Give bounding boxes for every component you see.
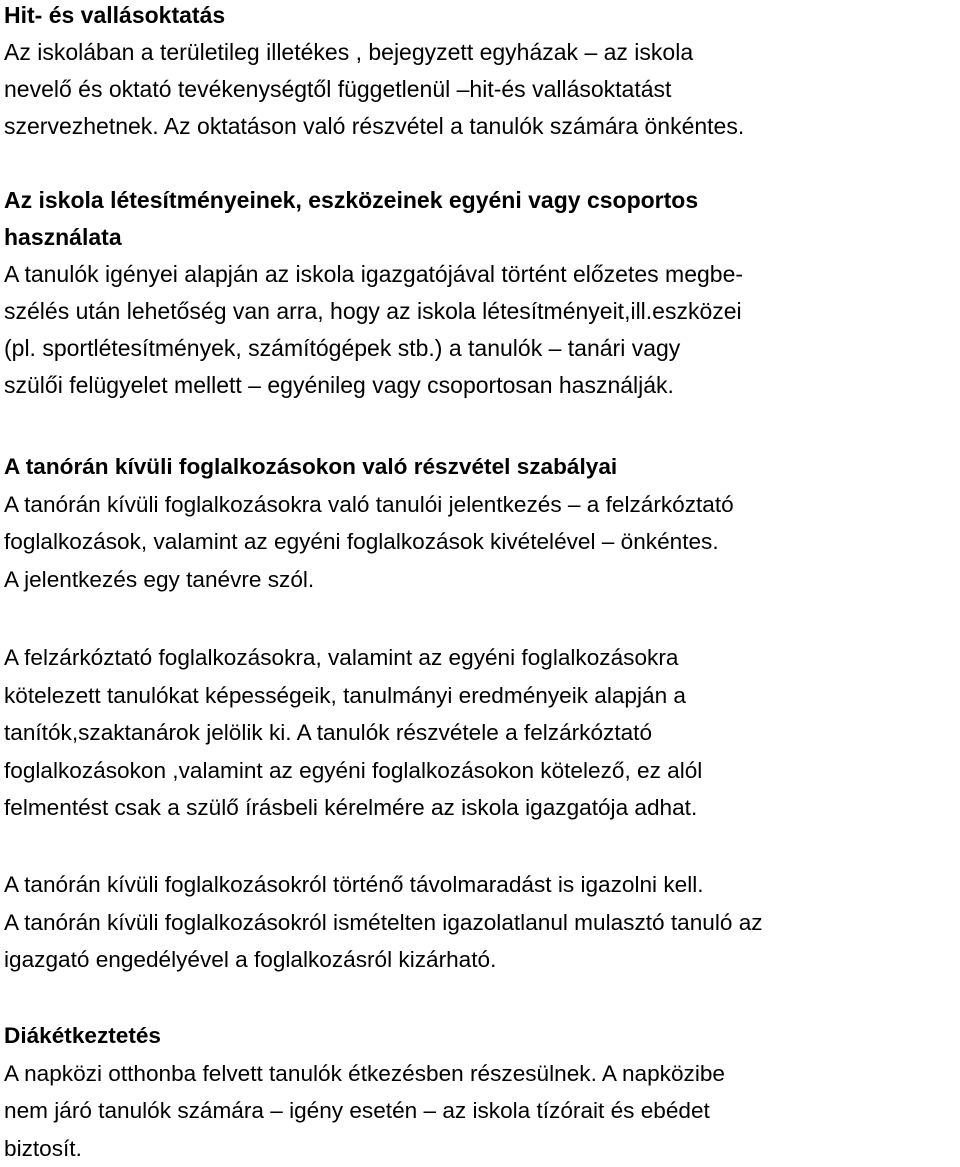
paragraph-line: igazgató engedélyével a foglalkozásról kizárható. xyxy=(4,941,763,979)
section-religious-education xyxy=(4,0,744,145)
section-absence-rules xyxy=(4,866,763,979)
paragraph-line: tanítók,szaktanárok jelölik ki. A tanulók részvétele a felzárkóztató xyxy=(4,714,702,752)
paragraph-line: biztosít. xyxy=(4,1130,725,1167)
paragraph-line: A tanórán kívüli foglalkozásokra való tanulói jelentkezés – a felzárkóztató xyxy=(4,486,734,524)
paragraph-line: A tanulók igényei alapján az iskola igazgatójával történt előzetes megbe- xyxy=(4,256,743,293)
paragraph-line: A felzárkóztató foglalkozásokra, valamint az egyéni foglalkozásokra xyxy=(4,639,702,677)
section-heading: Hit- és vallásoktatás xyxy=(4,0,744,34)
paragraph-line: A tanórán kívüli foglalkozásokról ismételten igazolatlanul mulasztó tanuló az xyxy=(4,904,763,942)
section-heading: használata xyxy=(4,219,743,256)
paragraph-line: nevelő és oktató tevékenységtől függetlenül –hit-és vallásoktatást xyxy=(4,71,744,108)
paragraph-line: szélés után lehetőség van arra, hogy az iskola létesítményeit,ill.eszközei xyxy=(4,293,743,330)
paragraph-line: felmentést csak a szülő írásbeli kérelmére az iskola igazgatója adhat. xyxy=(4,789,702,827)
section-remedial-sessions xyxy=(4,639,702,827)
paragraph-line: kötelezett tanulókat képességeik, tanulmányi eredményeik alapján a xyxy=(4,677,702,715)
paragraph-line: A jelentkezés egy tanévre szól. xyxy=(4,561,734,599)
section-heading: Az iskola létesítményeinek, eszközeinek egyéni vagy csoportos xyxy=(4,182,743,219)
paragraph-line: szülői felügyelet mellett – egyénileg vagy csoportosan használják. xyxy=(4,367,743,404)
section-heading: A tanórán kívüli foglalkozásokon való részvétel szabályai xyxy=(4,448,734,486)
section-heading: Diákétkeztetés xyxy=(4,1017,725,1055)
paragraph-line: szervezhetnek. Az oktatáson való részvétel a tanulók számára önkéntes. xyxy=(4,108,744,145)
paragraph-line: nem járó tanulók számára – igény esetén – az iskola tízórait és ebédet xyxy=(4,1092,725,1130)
paragraph-line: foglalkozásokon ,valamint az egyéni foglalkozásokon kötelező, ez alól xyxy=(4,752,702,790)
paragraph-line: A napközi otthonba felvett tanulók étkezésben részesülnek. A napközibe xyxy=(4,1055,725,1093)
section-extracurricular-rules xyxy=(4,448,734,598)
section-facility-use xyxy=(4,182,743,404)
paragraph-line: (pl. sportlétesítmények, számítógépek stb.) a tanulók – tanári vagy xyxy=(4,330,743,367)
paragraph-line: Az iskolában a területileg illetékes , bejegyzett egyházak – az iskola xyxy=(4,34,744,71)
paragraph-line: A tanórán kívüli foglalkozásokról történő távolmaradást is igazolni kell. xyxy=(4,866,763,904)
section-student-meals xyxy=(4,1017,725,1167)
paragraph-line: foglalkozások, valamint az egyéni foglalkozások kivételével – önkéntes. xyxy=(4,523,734,561)
